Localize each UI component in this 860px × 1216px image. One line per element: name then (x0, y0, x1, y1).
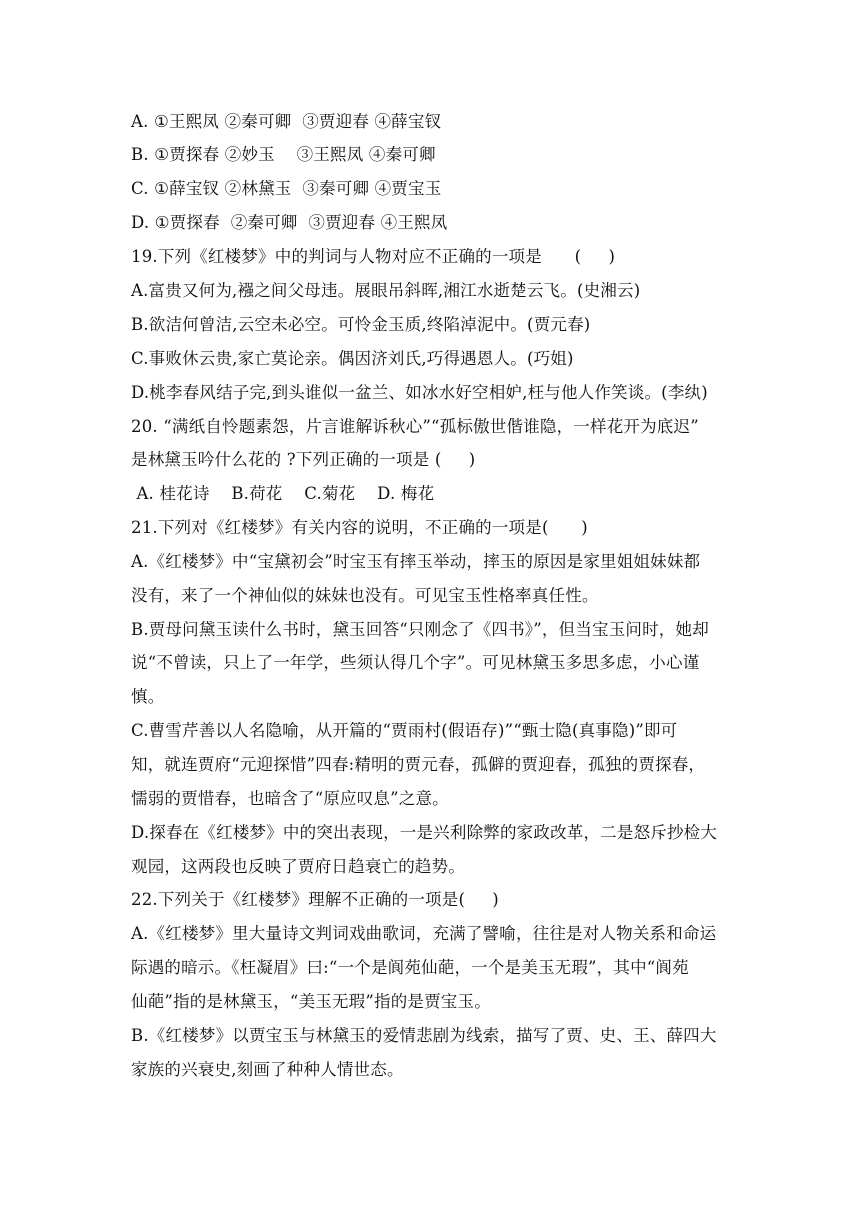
q21-option-d-line2: 观园，这两段也反映了贾府日趋衰亡的趋势。 (131, 857, 465, 876)
q18-option-a: A. ①王熙凤 ②秦可卿 ③贾迎春 ④薛宝钗 (131, 112, 442, 131)
q18-option-c: C. ①薛宝钗 ②林黛玉 ③秦可卿 ④贾宝玉 (131, 179, 442, 198)
q19-option-d: D.桃李春风结子完,到头谁似一盆兰、如冰水好空相妒,枉与他人作笑谈。(李纨) (131, 383, 708, 402)
q21-option-c-line2: 知，就连贾府“元迎探惜”四春:精明的贾元春，孤僻的贾迎春，孤独的贾探春， (131, 755, 706, 774)
q21-stem: 21.下列对《红楼梦》有关内容的说明，不正确的一项是( ) (131, 518, 588, 537)
q22-option-a-line2: 际遇的暗示。《枉凝眉》曰:“一个是阆苑仙葩，一个是美玉无瑕”，其中“阆苑 (131, 958, 689, 977)
q22-option-a-line3: 仙葩”指的是林黛玉，“美玉无瑕”指的是贾宝玉。 (131, 992, 491, 1011)
q21-option-b-line3: 慎。 (131, 687, 165, 706)
q21-option-b-line2: 说“不曾读，只上了一年学，些须认得几个字”。可见林黛玉多思多虑，小心谨 (131, 653, 700, 672)
q22-stem: 22.下列关于《红楼梦》理解不正确的一项是( ) (131, 890, 499, 909)
q22-option-b-line2: 家族的兴衰史,刻画了种种人情世态。 (131, 1060, 404, 1079)
q21-option-d-line1: D.探春在《红楼梦》中的突出表现，一是兴利除弊的家政改革，二是怒斥抄检大 (131, 823, 718, 842)
q18-option-d: D. ①贾探春 ②秦可卿 ③贾迎春 ④王熙凤 (131, 213, 448, 232)
q19-option-c: C.事败休云贵,家亡莫论亲。偶因济刘氏,巧得遇恩人。(巧姐) (131, 349, 574, 368)
q22-option-b-line1: B.《红楼梦》以贾宝玉与林黛玉的爱情悲剧为线索，描写了贾、史、王、薛四大 (131, 1026, 717, 1045)
q22-option-a-line1: A.《红楼梦》里大量诗文判词戏曲歌词，充满了譬喻，往往是对人物关系和命运 (131, 924, 717, 943)
q19-option-a: A.富贵又何为,襁之间父母违。展眼吊斜晖,湘江水逝楚云飞。(史湘云) (131, 281, 641, 300)
q19-stem: 19.下列《红楼梦》中的判词与人物对应不正确的一项是 ( ) (131, 247, 616, 266)
q20-stem-line2: 是林黛玉吟什么花的 ?下列正确的一项是 ( ) (131, 450, 476, 469)
q21-option-a-line1: A.《红楼梦》中“宝黛初会”时宝玉有摔玉举动，摔玉的原因是家里姐姐妹妹都 (131, 552, 701, 571)
q19-option-b: B.欲洁何曾洁,云空未必空。可怜金玉质,终陷淖泥中。(贾元春) (131, 315, 591, 334)
q21-option-c-line1: C.曹雪芹善以人名隐喻，从开篇的“贾雨村(假语存)”“甄士隐(真事隐)”即可 (131, 721, 678, 740)
q18-option-b: B. ①贾探春 ②妙玉 ③王熙凤 ④秦可卿 (131, 145, 436, 164)
q21-option-c-line3: 懦弱的贾惜春，也暗含了“原应叹息”之意。 (131, 789, 449, 808)
q21-option-b-line1: B.贾母问黛玉读什么书时，黛玉回答“只刚念了《四书》”，但当宝玉问时，她却 (131, 620, 709, 639)
q20-options: A. 桂花诗 B.荷花 C.菊花 D. 梅花 (131, 484, 435, 503)
q20-stem-line1: 20. “满纸自怜题素怨，片言谁解诉秋心”“孤标傲世偕谁隐，一样花开为底迟” (131, 417, 699, 436)
q21-option-a-line2: 没有，来了一个神仙似的妹妹也没有。可见宝玉性格率真任性。 (131, 586, 599, 605)
